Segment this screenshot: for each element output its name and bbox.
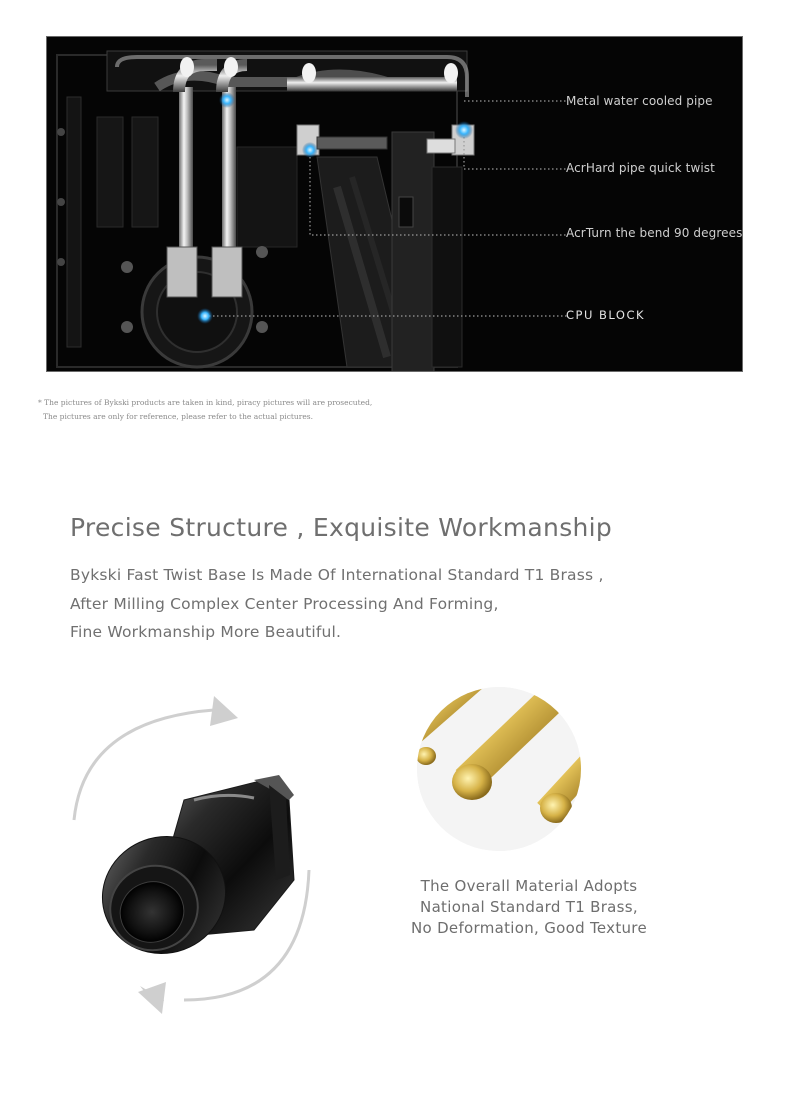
callout-bend-90: AcrTurn the bend 90 degrees (566, 226, 743, 240)
body-line-3: Fine Workmanship More Beautiful. (70, 623, 342, 641)
material-caption-line-2: National Standard T1 Brass, (420, 898, 638, 916)
body-line-2: After Milling Complex Center Processing And Forming, (70, 595, 499, 613)
disclaimer-line-2: The pictures are only for reference, please refer to the actual pictures. (43, 412, 313, 421)
body-line-1: Bykski Fast Twist Base Is Made Of International Standard T1 Brass , (70, 566, 604, 584)
brass-rods-image (416, 686, 582, 852)
arrow-top-icon (210, 696, 238, 726)
hero-photo (46, 36, 743, 372)
material-caption-line-1: The Overall Material Adopts (420, 877, 638, 895)
disclaimer-line-1: * The pictures of Bykski products are taken in kind, piracy pictures will are prosecuted, (38, 398, 373, 407)
callout-quick-twist: AcrHard pipe quick twist (566, 161, 715, 175)
section-title: Precise Structure , Exquisite Workmanship (70, 513, 613, 542)
callout-metal-pipe: Metal water cooled pipe (566, 94, 713, 108)
material-caption-line-3: No Deformation, Good Texture (411, 919, 647, 937)
callout-cpu-block: CPU BLOCK (566, 308, 646, 322)
fitting-product-image (54, 680, 334, 1030)
